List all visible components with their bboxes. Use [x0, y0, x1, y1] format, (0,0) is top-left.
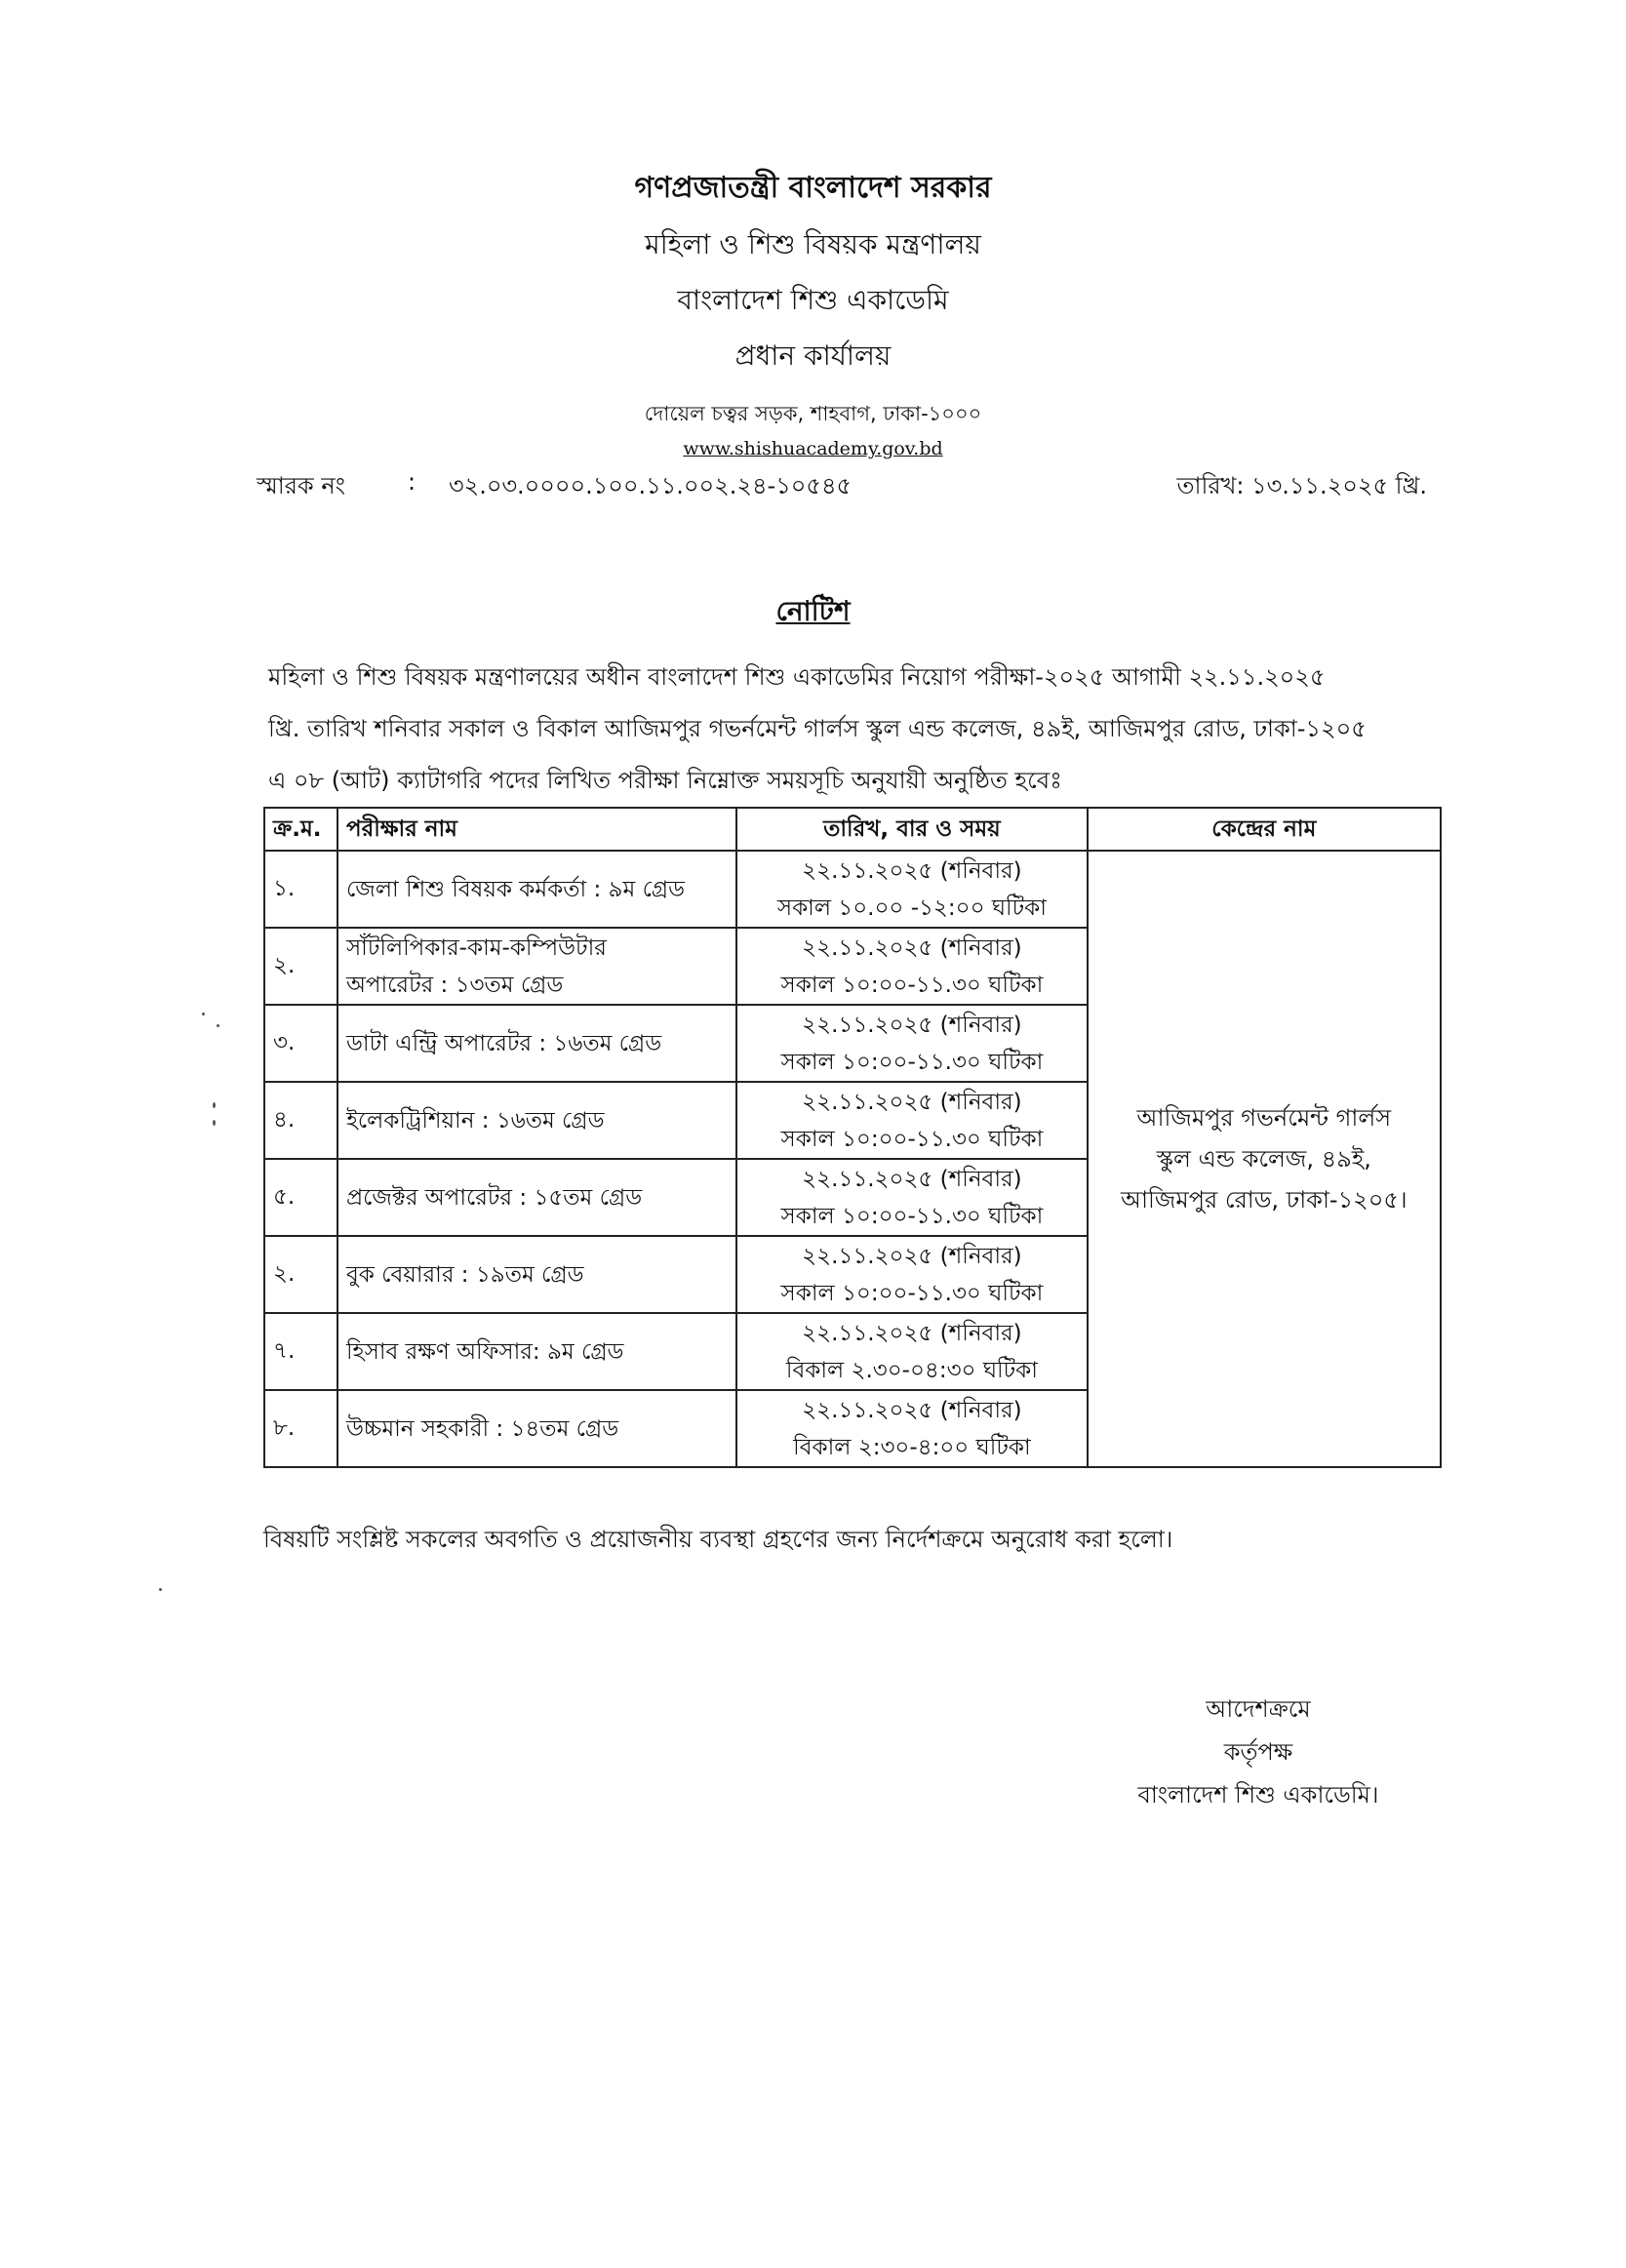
- row-serial: ৩.: [264, 1005, 337, 1082]
- scan-speck: [159, 1588, 162, 1591]
- exam-center: [1088, 851, 1441, 1467]
- center-line: স্কুল এন্ড কলেজ, ৪৯ই,: [1156, 1145, 1371, 1173]
- row-exam-name: [337, 928, 736, 1005]
- header-center: কেন্দ্রের নাম: [1088, 808, 1441, 851]
- intro-line: মহিলা ও শিশু বিষয়ক মন্ত্রণালয়ের অধীন বাংলাদেশ শিশু একাডেমির নিয়োগ পরীক্ষা-২০২৫ আগামী ২২.১১.২০২৫: [268, 663, 1326, 691]
- exam-date: ২২.১১.২০২৫ (শনিবার): [802, 935, 1022, 961]
- exam-name-line: অপারেটর : ১৩তম গ্রেড: [345, 972, 564, 998]
- signature-organization-line: বাংলাদেশ শিশু একাডেমি।: [1137, 1781, 1379, 1809]
- row-exam-name: [337, 1390, 736, 1467]
- memo-date: তারিখ: ১৩.১১.২০২৫ খ্রি.: [1176, 472, 1427, 499]
- letterhead: [0, 164, 1626, 459]
- exam-date: ২২.১১.২০২৫ (শনিবার): [802, 1012, 1022, 1038]
- exam-name-line: বুক বেয়ারার : ১৯তম গ্রেড: [345, 1261, 584, 1288]
- exam-time: সকাল ১০:০০-১১.৩০ ঘটিকা: [780, 972, 1044, 998]
- exam-time: সকাল ১০.০০ -১২:০০ ঘটিকা: [776, 895, 1047, 921]
- intro-paragraph: [268, 652, 1439, 807]
- row-exam-name: [337, 1236, 736, 1313]
- exam-name-line: জেলা শিশু বিষয়ক কর্মকর্তা : ৯ম গ্রেড: [345, 876, 686, 902]
- exam-name-line: হিসাব রক্ষণ অফিসার: ৯ম গ্রেড: [345, 1338, 624, 1365]
- table-header-row: [264, 808, 1441, 851]
- ministry-name: মহিলা ও শিশু বিষয়ক মন্ত্রণালয়: [645, 228, 981, 260]
- scan-speck: [213, 1102, 216, 1108]
- row-datetime: [736, 1082, 1087, 1159]
- row-datetime: [736, 1236, 1087, 1313]
- exam-date: ২২.১১.২০২৫ (শনিবার): [802, 1089, 1022, 1115]
- intro-line: এ ০৮ (আট) ক্যাটাগরি পদের লিখিত পরীক্ষা নিম্নোক্ত সময়সূচি অনুযায়ী অনুষ্ঠিত হবেঃ: [268, 767, 1062, 794]
- office-name: প্রধান কার্যালয়: [734, 339, 892, 372]
- notice-title: নোটিশ: [775, 595, 851, 627]
- header-serial: ক্র.ম.: [264, 808, 337, 851]
- exam-time: সকাল ১০:০০-১১.৩০ ঘটিকা: [780, 1049, 1044, 1075]
- government-title: গণপ্রজাতন্ত্রী বাংলাদেশ সরকার: [634, 171, 992, 205]
- exam-date: ২২.১১.২০২৫ (শনিবার): [802, 1397, 1022, 1423]
- exam-time: সকাল ১০:০০-১১.৩০ ঘটিকা: [780, 1126, 1044, 1152]
- scan-speck: [213, 1120, 216, 1126]
- exam-time: বিকাল ২.৩০-০৪:৩০ ঘটিকা: [785, 1357, 1038, 1383]
- exam-name-line: সাঁটলিপিকার-কাম-কম্পিউটার: [345, 935, 607, 961]
- memo-label: স্মারক নং: [257, 472, 345, 499]
- scan-speck: [202, 1013, 205, 1015]
- exam-time: সকাল ১০:০০-১১.৩০ ঘটিকা: [780, 1203, 1044, 1229]
- memo-colon: :: [408, 468, 416, 496]
- row-datetime: [736, 1159, 1087, 1236]
- website-link[interactable]: www.shishuacademy.gov.bd: [683, 438, 943, 459]
- signature-order-line: আদেশক্রমে: [1206, 1695, 1311, 1723]
- row-exam-name: [337, 1082, 736, 1159]
- row-serial: ৭.: [264, 1313, 337, 1390]
- exam-name-line: ইলেকট্রিশিয়ান : ১৬তম গ্রেড: [345, 1107, 605, 1134]
- row-serial: ৮.: [264, 1390, 337, 1467]
- exam-time: সকাল ১০:০০-১১.৩০ ঘটিকা: [780, 1280, 1044, 1306]
- exam-date: ২২.১১.২০২৫ (শনিবার): [802, 1243, 1022, 1269]
- exam-date: ২২.১১.২০২৫ (শনিবার): [802, 857, 1022, 884]
- row-exam-name: [337, 1005, 736, 1082]
- row-datetime: [736, 928, 1087, 1005]
- row-serial: ১.: [264, 851, 337, 928]
- row-datetime: [736, 1005, 1087, 1082]
- row-exam-name: [337, 1313, 736, 1390]
- exam-name-line: প্রজেক্টর অপারেটর : ১৫তম গ্রেড: [345, 1184, 643, 1211]
- signature-authority-line: কর্তৃপক্ষ: [1223, 1738, 1293, 1766]
- row-serial: ২.: [264, 1236, 337, 1313]
- row-exam-name: [337, 851, 736, 928]
- closing-statement: বিষয়টি সংশ্লিষ্ট সকলের অবগতি ও প্রয়োজনীয় ব্যবস্থা গ্রহণের জন্য নির্দেশক্রমে অনুরোধ করা হলো।: [263, 1526, 1173, 1553]
- row-serial: ৫.: [264, 1159, 337, 1236]
- row-datetime: [736, 1313, 1087, 1390]
- row-serial: ৪.: [264, 1082, 337, 1159]
- intro-line: খ্রি. তারিখ শনিবার সকাল ও বিকাল আজিমপুর গভর্নমেন্ট গার্লস স্কুল এন্ড কলেজ, ৪৯ই, আজিমপুর রোড, ঢাকা-১২০৫: [268, 715, 1367, 742]
- exam-name-line: উচ্চমান সহকারী : ১৪তম গ্রেড: [345, 1415, 619, 1442]
- exam-time: বিকাল ২:৩০-৪:০০ ঘটিকা: [793, 1434, 1031, 1460]
- memo-number: ৩২.০৩.০০০০.১০০.১১.০০২.২৪-১০৫৪৫: [449, 472, 853, 499]
- center-line: আজিমপুর রোড, ঢাকা-১২০৫।: [1121, 1186, 1408, 1214]
- header-exam-name: পরীক্ষার নাম: [337, 808, 736, 851]
- office-address: দোয়েল চত্বর সড়ক, শাহবাগ, ঢাকা-১০০০: [644, 402, 982, 425]
- exam-schedule-table: [263, 807, 1442, 1468]
- header-datetime: তারিখ, বার ও সময়: [736, 808, 1087, 851]
- table-row: [264, 851, 1441, 928]
- center-line: আজিমপুর গভর্নমেন্ট গার্লস: [1136, 1104, 1392, 1132]
- row-serial: ২.: [264, 928, 337, 1005]
- exam-date: ২২.১১.২০২৫ (শনিবার): [802, 1166, 1022, 1192]
- organization-name: বাংলাদেশ শিশু একাডেমি: [677, 284, 949, 316]
- scan-speck: [217, 1024, 219, 1027]
- row-datetime: [736, 851, 1087, 928]
- exam-name-line: ডাটা এন্ট্রি অপারেটর : ১৬তম গ্রেড: [345, 1030, 662, 1056]
- row-datetime: [736, 1390, 1087, 1467]
- row-exam-name: [337, 1159, 736, 1236]
- exam-date: ২২.১১.২০২৫ (শনিবার): [802, 1320, 1022, 1346]
- signature-block: [1092, 1688, 1424, 1816]
